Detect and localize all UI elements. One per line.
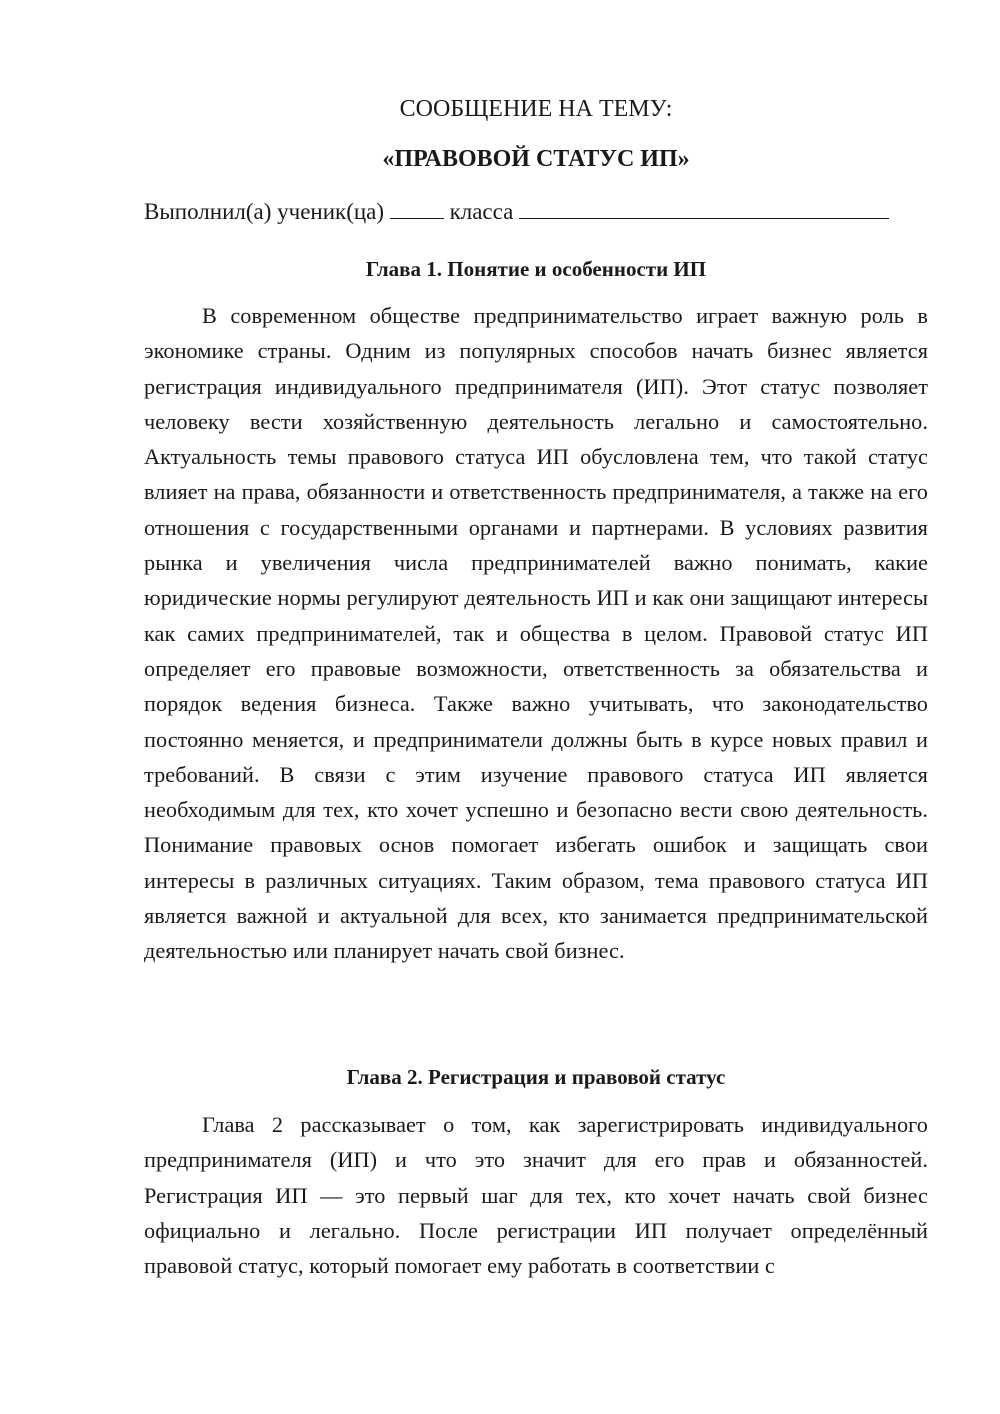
document-title: «ПРАВОВОЙ СТАТУС ИП» bbox=[382, 146, 690, 172]
document-title-topic-label: СООБЩЕНИЕ НА ТЕМУ: bbox=[399, 96, 673, 122]
chapter-1-paragraph: В современном обществе предпринимательство играет важную роль в экономике страны. Одним из популярных способов начать бизнес является регистрация индивидуального предпринимателя (ИП). Этот статус позволяет человеку вести хозяйственную деятельность легально и самостоятельно. Актуальность темы правового статуса ИП обусловлена тем, что такой статус влияет на права, обязанности и ответственность предпринимателя, а также на его отношения с государственными органами и партнерами. В условиях развития рынка и увеличения числа предпринимателей важно понимать, какие юридические нормы регулируют деятельность ИП и как они защищают интересы как самих предпринимателей, так и общества в целом. Правовой статус ИП определяет его правовые возможности, ответственность за обязательства и порядок ведения бизнеса. Также важно учитывать, что законодательство постоянно меняется, и предприниматели должны быть в курсе новых правил и требований. В связи с этим изучение правового статуса ИП является необходимым для тех, кто хочет успешно и безопасно вести свою деятельность. Понимание правовых основ помогает избегать ошибок и защищать свои интересы в различных ситуациях. Таким образом, тема правового статуса ИП является важной и актуальной для всех, кто занимается предпринимательской деятельностью или планирует начать свой бизнес. bbox=[144, 303, 928, 964]
name-blank-field bbox=[519, 196, 889, 219]
grade-blank-field bbox=[390, 196, 444, 219]
author-line bbox=[144, 196, 928, 227]
chapter-2-paragraph: Глава 2 рассказывает о том, как зарегистрировать индивидуального предпринимателя (ИП) и что это значит для его прав и обязанностей. Регистрация ИП — это первый шаг для тех, кто хочет начать свой бизнес официально и легально. После регистрации ИП получает определённый правовой статус, который помогает ему работать в соответствии с bbox=[144, 1112, 928, 1279]
author-prefix-label: Выполнил(а) ученик(ца) bbox=[144, 199, 385, 224]
chapter-1-heading: Глава 1. Понятие и особенности ИП bbox=[365, 257, 707, 281]
chapter-2-heading: Глава 2. Регистрация и правовой статус bbox=[346, 1065, 726, 1089]
class-label: класса bbox=[449, 199, 514, 224]
